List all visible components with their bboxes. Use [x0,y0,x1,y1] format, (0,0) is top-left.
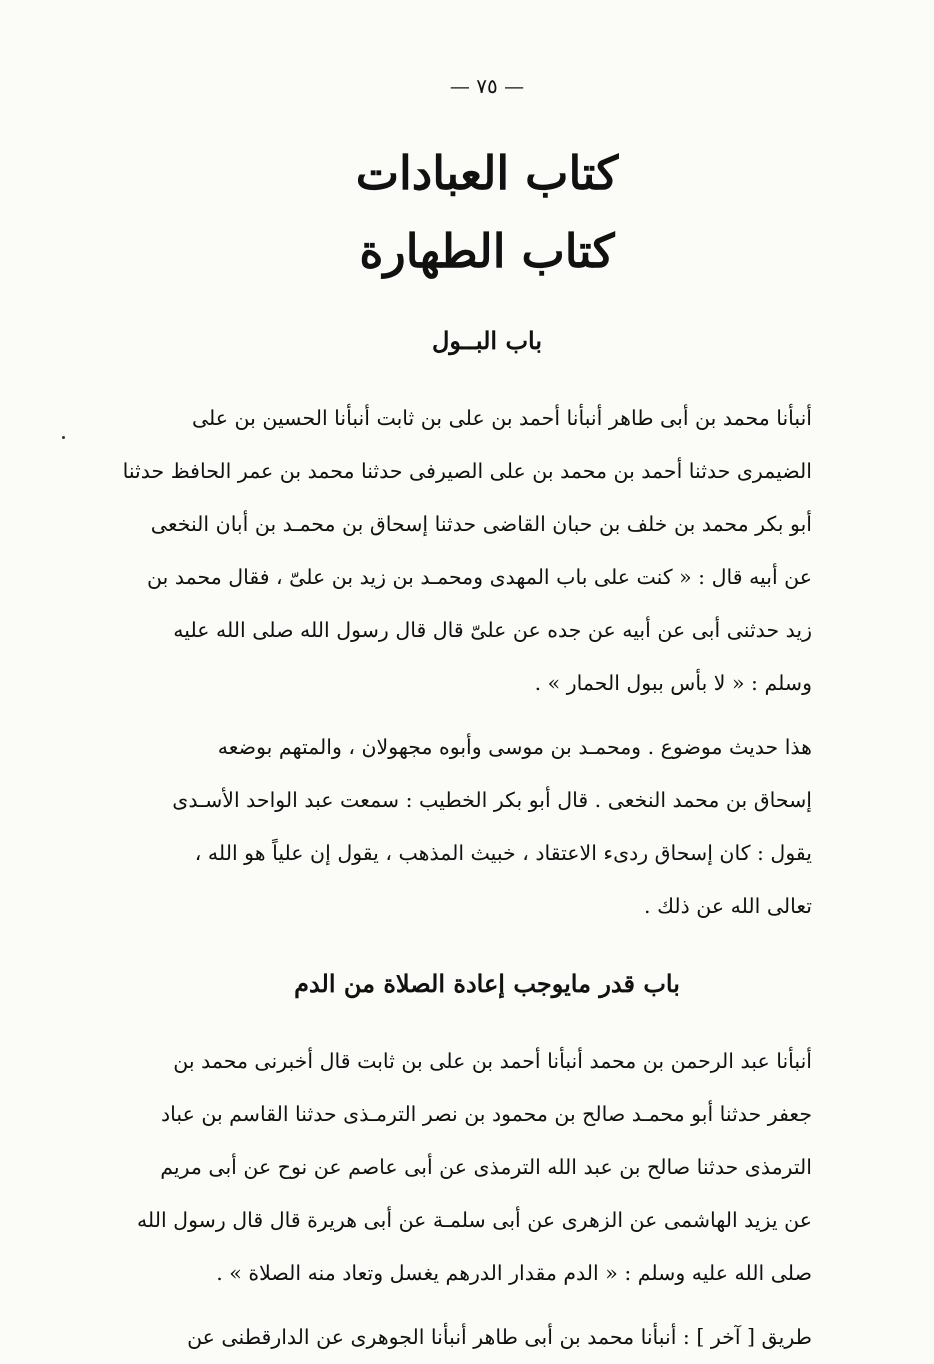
text-line: إسحاق بن محمد النخعى . قال أبو بكر الخطيب : سمعت عبد الواحد الأسـدى [172,788,812,812]
hadith-paragraph [136,1035,812,1300]
paragraph-gap [162,710,812,721]
text-line: طريق [ آخر ] : أنبأنا محمد بن أبى طاهر أنبأنا الجوهرى عن الدارقطنى عن [187,1325,812,1349]
text-line: صلى الله عليه وسلم : « الدم مقدار الدرهم يغسل وتعاد منه الصلاة » . [216,1261,812,1285]
book-title: كتاب العبادات [355,146,619,200]
book-subtitle: كتاب الطهارة [359,224,615,278]
section-gap [162,933,812,967]
text-line: الضيمرى حدثنا أحمد بن محمد بن على الصيرفى حدثنا محمد بن عمر الحافظ حدثنا [122,459,812,483]
text-line: أبو بكر محمد بن خلف بن حبان القاضى حدثنا إسحاق بن محمـد بن أبان النخعى [150,512,812,536]
chapter-heading-urine: باب البــول [431,326,543,355]
chapter-heading-blood: باب قدر مايوجب إعادة الصلاة من الدم [294,969,680,998]
text-line: تعالى الله عن ذلك . [644,894,812,918]
text-line: عن يزيد الهاشمى عن الزهرى عن أبى سلمـة عن أبى هريرة قال قال رسول الله [136,1208,812,1232]
hadith-paragraph [122,392,812,710]
scan-speck [62,436,65,439]
text-line: أنبأنا محمد بن أبى طاهر أنبأنا أحمد بن على بن ثابت أنبأنا الحسين بن على [191,406,812,430]
chain-paragraph [162,1311,812,1364]
paragraph-gap [162,1300,812,1311]
text-line: زيد حدثنى أبى عن أبيه عن جده عن علىّ قال قال رسول الله صلى الله عليه [173,618,812,642]
text-line: أنبأنا عبد الرحمن بن محمد أنبأنا أحمد بن على بن ثابت قال أخبرنى محمد بن [173,1049,812,1073]
commentary-paragraph [162,721,812,933]
text-line: وسلم : « لا بأس ببول الحمار » . [534,671,812,695]
text-line: هذا حديث موضوع . ومحمـد بن موسى وأبوه مجهولان ، والمتهم بوضعه [217,735,812,759]
page-number: — ٧٥ — [449,74,525,98]
text-line: عن أبيه قال : « كنت على باب المهدى ومحمـد بن زيد بن علىّ ، فقال محمد بن [147,565,812,589]
text-line: الترمذى حدثنا صالح بن عبد الله الترمذى عن أبى عاصم عن نوح عن أبى مريم [160,1155,812,1179]
text-line: يقول : كان إسحاق ردىء الاعتقاد ، خبيث المذهب ، يقول إن علياً هو الله ، [194,841,812,865]
text-line: جعفر حدثنا أبو محمـد صالح بن محمود بن نصر الترمـذى حدثنا القاسم بن عباد [161,1102,812,1126]
